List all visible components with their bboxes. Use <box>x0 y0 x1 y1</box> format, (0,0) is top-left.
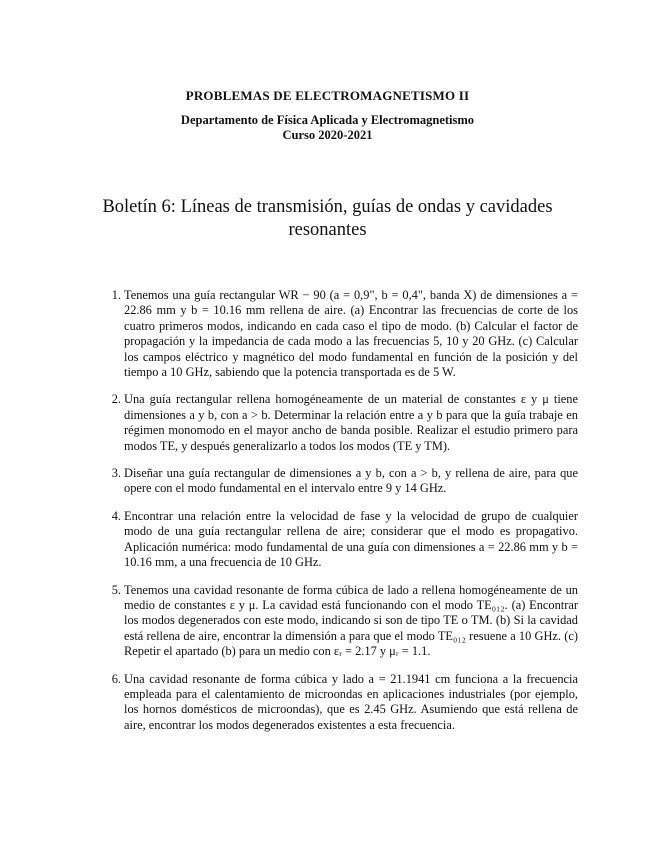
problem-number: 2. <box>111 392 121 407</box>
course-title: PROBLEMAS DE ELECTROMAGNETISMO II <box>185 88 470 103</box>
problem-number: 4. <box>111 508 121 523</box>
problem-text: Una cavidad resonante de forma cúbica y lado a = 21.1941 cm funciona a la frecuencia empleada para el calentamiento de microondas en aplicaciones industriales (por ejemplo, los hornos domésticos de microondas), que es 2.45 GHz. Asumiendo que está rellena de aire, encontrar los modos degenerados existentes a esta frecuencia. <box>124 671 578 732</box>
problem-number: 6. <box>111 671 121 686</box>
problem-number: 5. <box>111 582 121 597</box>
problem-text: Encontrar una relación entre la velocidad de fase y la velocidad de grupo de cualquier modo de una guía rectangular rellena de aire; considerar que el modo es propagativo. Aplicación numérica: modo fundamental de una guía con dimensiones a = 22.86 mm y b = 10.16 mm, a una frecuencia de 10 GHz. <box>124 508 578 570</box>
problem-item <box>0 672 655 734</box>
bulletin-title: Boletín 6: Líneas de transmisión, guías de ondas y cavidades resonantes <box>102 197 553 240</box>
department-name: Departamento de Física Aplicada y Electromagnetismo <box>180 113 475 127</box>
problem-text: Tenemos una guía rectangular WR − 90 (a = 0,9", b = 0,4", banda X) de dimensiones a = 22.86 mm y b = 10.16 mm rellena de aire. (a) Encontrar las frecuencias de corte de los cuatro primeros modos, indicando en cada caso el tipo de modo. (b) Calcular el factor de propagación y la impedancia de cada modo a las frecuencias 5, 10 y 20 GHz. (c) Calcular los campos eléctrico y magnético del modo fundamental en función de la posición y del tiempo a 10 GHz, sabiendo que la potencia transportada es de 5 W. <box>124 288 578 380</box>
problem-item <box>0 392 655 454</box>
academic-year: Curso 2020-2021 <box>282 128 373 142</box>
problem-text: Una guía rectangular rellena homogéneamente de un material de constantes ε y μ tiene dimensiones a y b, con a > b. Determinar la relación entre a y b para que la guía trabaje en régimen monomodo en el mayor ancho de banda posible. Realizar el estudio primero para modos TE, y después generalizarlo a todos los modos (TE y TM). <box>124 392 578 453</box>
problem-number: 1. <box>111 288 121 302</box>
problem-item <box>0 466 655 497</box>
problem-item <box>0 583 655 660</box>
problem-text: Tenemos una cavidad resonante de forma cúbica de lado a rellena homogéneamente de un medio de constantes ε y μ. La cavidad está funcionando con el modo TE₀₁₂. (a) Encontrar los modos degenerados con este modo, indicando si son de tipo TE o TM. (b) Si la cavidad está rellena de aire, encontrar la dimensión a para que el modo TE₀₁₂ resuene a 10 GHz. (c) Repetir el apartado (b) para un medio con εᵣ = 2.17 y μᵣ = 1.1. <box>124 582 578 659</box>
problem-text: Diseñar una guía rectangular de dimensiones a y b, con a > b, y rellena de aire, para que opere con el modo fundamental en el intervalo entre 9 y 14 GHz. <box>124 466 578 496</box>
problem-item <box>0 288 655 380</box>
problem-item <box>0 509 655 571</box>
problem-list <box>0 288 655 745</box>
problem-number: 3. <box>111 466 121 481</box>
